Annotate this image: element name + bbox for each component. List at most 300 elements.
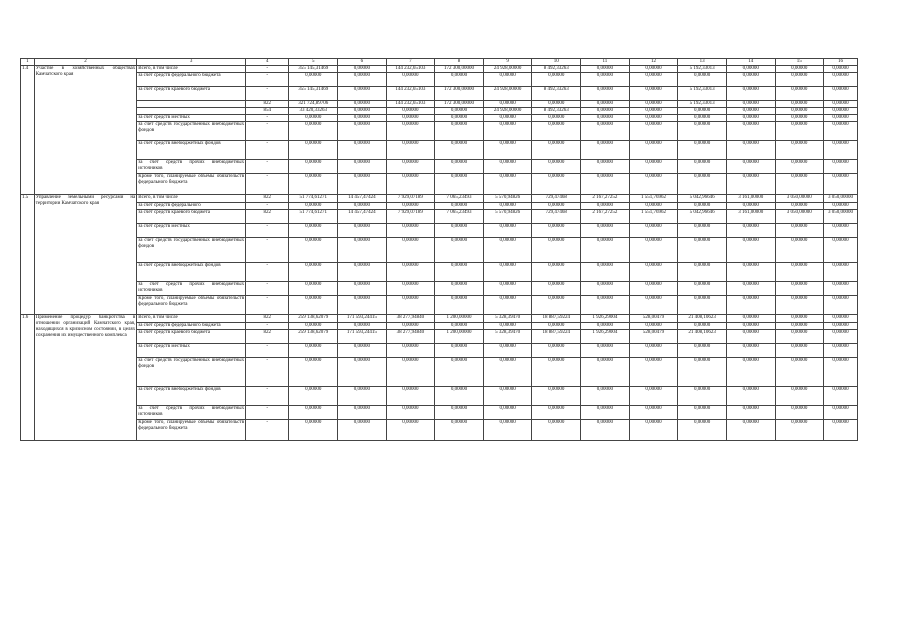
amount-cell: 0,00000	[629, 358, 678, 387]
amount-cell: 0,00000	[629, 296, 678, 315]
amount-cell: 1 551,76962	[629, 210, 678, 224]
amount-cell: 51 774,61271	[289, 210, 338, 224]
ministry-code-cell: -	[246, 323, 289, 330]
amount-cell: 0,00000	[726, 66, 775, 73]
amount-cell: 0,00000	[338, 87, 387, 101]
amount-cell: 0,00000	[726, 73, 775, 87]
amount-cell: 3 050,00000	[775, 195, 824, 203]
amount-cell: 0,00000	[775, 323, 824, 330]
amount-cell: 0,00000	[386, 387, 435, 406]
amount-cell: 0,00000	[775, 174, 824, 195]
amount-cell: 0,00000	[386, 296, 435, 315]
section-name: Управление земельными ресурсами на территории Камчатского края	[34, 195, 137, 315]
amount-cell: 0,00000	[338, 420, 387, 441]
amount-cell: 0,00000	[775, 282, 824, 296]
table-row	[21, 224, 858, 238]
amount-cell: 8 492,33263	[532, 108, 581, 115]
amount-cell: 0,00000	[824, 344, 858, 358]
amount-cell: 0,00000	[386, 73, 435, 87]
amount-cell: 0,00000	[775, 263, 824, 282]
amount-cell: 0,00000	[581, 323, 630, 330]
ministry-code-cell: -	[246, 263, 289, 282]
amount-cell: 0,00000	[435, 344, 484, 358]
ministry-code-cell: 822	[246, 195, 289, 203]
amount-cell: 0,00000	[581, 141, 630, 160]
table-row	[21, 406, 858, 420]
amount-cell: 0,00000	[775, 387, 824, 406]
amount-cell: 0,00000	[289, 387, 338, 406]
amount-cell: 0,00000	[726, 141, 775, 160]
amount-cell: 24 928,00000	[483, 66, 532, 73]
amount-cell: 0,00000	[532, 141, 581, 160]
amount-cell: 0,00000	[678, 174, 727, 195]
amount-cell: 0,00000	[581, 406, 630, 420]
amount-cell: 0,00000	[483, 420, 532, 441]
table-row	[21, 66, 858, 73]
amount-cell: 528,00479	[629, 330, 678, 344]
amount-cell: 0,00000	[289, 238, 338, 263]
amount-cell: 0,00000	[338, 296, 387, 315]
amount-cell: 0,00000	[532, 238, 581, 263]
amount-cell: 0,00000	[435, 406, 484, 420]
amount-cell: 0,00000	[483, 115, 532, 122]
ministry-code-cell: 822	[246, 210, 289, 224]
amount-cell: 0,00000	[338, 101, 387, 108]
amount-cell: 0,00000	[289, 296, 338, 315]
amount-cell: 5 192,33013	[678, 101, 727, 108]
amount-cell: 0,00000	[483, 203, 532, 210]
amount-cell: 0,00000	[824, 203, 858, 210]
amount-cell: 5 192,33013	[678, 66, 727, 73]
amount-cell: 0,00000	[824, 387, 858, 406]
amount-cell: 0,00000	[386, 282, 435, 296]
amount-cell: 0,00000	[824, 263, 858, 282]
amount-cell: 0,00000	[435, 174, 484, 195]
funding-source-label: за счет средств местных	[137, 344, 246, 358]
ministry-code-cell: 822	[246, 101, 289, 108]
amount-cell: 0,00000	[483, 122, 532, 141]
column-header: 12	[629, 59, 678, 66]
document-page	[20, 58, 858, 441]
amount-cell: 5 570,94826	[483, 210, 532, 224]
amount-cell: 259 138,62079	[289, 315, 338, 323]
table-row	[21, 210, 858, 224]
funding-source-label: за счет средств государственных внебюджетных фондов	[137, 122, 246, 141]
amount-cell: 0,00000	[483, 406, 532, 420]
funding-source-label: за счет средств прочих внебюджетных источников	[137, 282, 246, 296]
amount-cell: 0,00000	[435, 141, 484, 160]
amount-cell: 0,00000	[726, 315, 775, 323]
funding-source-label: Кроме того, планируемые объемы обязательств федерального бюджета	[137, 296, 246, 315]
amount-cell: 0,00000	[726, 224, 775, 238]
amount-cell: 0,00000	[775, 420, 824, 441]
amount-cell: 0,00000	[483, 174, 532, 195]
amount-cell: 0,00000	[678, 420, 727, 441]
amount-cell: 0,00000	[581, 344, 630, 358]
amount-cell: 0,00000	[581, 160, 630, 174]
amount-cell: 0,00000	[289, 358, 338, 387]
amount-cell: 0,00000	[629, 323, 678, 330]
amount-cell: 0,00000	[726, 174, 775, 195]
column-header: 6	[338, 59, 387, 66]
amount-cell: 0,00000	[678, 387, 727, 406]
amount-cell: 172 300,00000	[435, 101, 484, 108]
amount-cell: 18 887,59224	[532, 315, 581, 323]
amount-cell: 0,00000	[581, 174, 630, 195]
amount-cell: 0,00000	[435, 224, 484, 238]
ministry-code-cell: -	[246, 174, 289, 195]
amount-cell: 0,00000	[629, 263, 678, 282]
amount-cell: 8 492,33263	[532, 66, 581, 73]
amount-cell: 0,00000	[824, 420, 858, 441]
amount-cell: 0,00000	[338, 160, 387, 174]
amount-cell: 0,00000	[775, 115, 824, 122]
amount-cell: 0,00000	[386, 108, 435, 115]
amount-cell: 0,00000	[726, 160, 775, 174]
amount-cell: 0,00000	[581, 263, 630, 282]
funding-source-label: за счет средств внебюджетных фондов	[137, 141, 246, 160]
amount-cell: 0,00000	[629, 122, 678, 141]
amount-cell: 0,00000	[678, 115, 727, 122]
table-row	[21, 174, 858, 195]
amount-cell: 0,00000	[386, 224, 435, 238]
amount-cell: 0,00000	[726, 387, 775, 406]
amount-cell: 0,00000	[824, 122, 858, 141]
amount-cell: 0,00000	[629, 87, 678, 101]
amount-cell: 729,47468	[532, 210, 581, 224]
ministry-code-cell: -	[246, 141, 289, 160]
column-header: 5	[289, 59, 338, 66]
amount-cell: 171 593,24415	[338, 315, 387, 323]
amount-cell: 0,00000	[581, 122, 630, 141]
amount-cell: 0,00000	[532, 263, 581, 282]
amount-cell: 0,00000	[775, 224, 824, 238]
amount-cell: 38 277,94840	[386, 315, 435, 323]
ministry-code-cell: -	[246, 387, 289, 406]
ministry-code-cell: -	[246, 224, 289, 238]
amount-cell: 355 145,31469	[289, 87, 338, 101]
table-row	[21, 387, 858, 406]
amount-cell: 0,00000	[824, 358, 858, 387]
column-header: 15	[775, 59, 824, 66]
amount-cell: 0,00000	[824, 174, 858, 195]
amount-cell: 7 929,07189	[386, 195, 435, 203]
amount-cell: 0,00000	[338, 108, 387, 115]
amount-cell: 21 408,10623	[678, 315, 727, 323]
funding-source-label: Всего, в том числе	[137, 315, 246, 323]
amount-cell: 355 145,31469	[289, 66, 338, 73]
amount-cell: 0,00000	[289, 73, 338, 87]
amount-cell: 321 724,89706	[289, 101, 338, 108]
amount-cell: 1 200,00000	[435, 315, 484, 323]
ministry-code-cell: -	[246, 160, 289, 174]
funding-source-label	[137, 101, 246, 108]
table-row	[21, 315, 858, 323]
amount-cell: 0,00000	[726, 344, 775, 358]
amount-cell: 0,00000	[289, 323, 338, 330]
amount-cell: 0,00000	[824, 160, 858, 174]
amount-cell: 0,00000	[629, 160, 678, 174]
ministry-code-cell: -	[246, 73, 289, 87]
table-row	[21, 101, 858, 108]
column-header: 4	[246, 59, 289, 66]
amount-cell: 0,00000	[726, 122, 775, 141]
column-header: 11	[581, 59, 630, 66]
amount-cell: 0,00000	[629, 282, 678, 296]
amount-cell: 0,00000	[435, 108, 484, 115]
amount-cell: 0,00000	[532, 387, 581, 406]
amount-cell: 8 492,33263	[532, 87, 581, 101]
funding-source-label: за счет средств местных	[137, 224, 246, 238]
table-row	[21, 330, 858, 344]
amount-cell: 21 408,10623	[678, 330, 727, 344]
amount-cell: 172 300,00000	[435, 66, 484, 73]
amount-cell: 3 050,00000	[775, 210, 824, 224]
ministry-code-cell: -	[246, 282, 289, 296]
amount-cell: 0,00000	[775, 122, 824, 141]
amount-cell: 0,00000	[532, 73, 581, 87]
amount-cell: 0,00000	[824, 101, 858, 108]
amount-cell: 0,00000	[629, 344, 678, 358]
amount-cell: 0,00000	[289, 420, 338, 441]
amount-cell: 0,00000	[824, 296, 858, 315]
table-row	[21, 195, 858, 203]
amount-cell: 0,00000	[726, 203, 775, 210]
amount-cell: 0,00000	[338, 238, 387, 263]
table-row	[21, 160, 858, 174]
amount-cell: 0,00000	[824, 115, 858, 122]
amount-cell: 0,00000	[289, 160, 338, 174]
amount-cell: 0,00000	[581, 358, 630, 387]
column-header: 16	[824, 59, 858, 66]
amount-cell: 0,00000	[483, 224, 532, 238]
amount-cell: 0,00000	[678, 282, 727, 296]
amount-cell: 0,00000	[678, 203, 727, 210]
amount-cell: 0,00000	[483, 344, 532, 358]
amount-cell: 0,00000	[629, 238, 678, 263]
funding-source-label: за счет средств внебюджетных фондов	[137, 387, 246, 406]
amount-cell: 0,00000	[726, 420, 775, 441]
amount-cell: 172 300,00000	[435, 87, 484, 101]
amount-cell: 1 926,29004	[581, 315, 630, 323]
amount-cell: 0,00000	[435, 122, 484, 141]
amount-cell: 0,00000	[581, 296, 630, 315]
amount-cell: 0,00000	[775, 73, 824, 87]
amount-cell: 0,00000	[435, 282, 484, 296]
amount-cell: 7 065,23493	[435, 195, 484, 203]
amount-cell: 144 232,65103	[386, 101, 435, 108]
amount-cell: 0,00000	[386, 238, 435, 263]
amount-cell: 0,00000	[532, 203, 581, 210]
amount-cell: 0,00000	[338, 263, 387, 282]
column-header: 1	[21, 59, 35, 66]
amount-cell: 0,00000	[386, 122, 435, 141]
amount-cell: 0,00000	[581, 108, 630, 115]
amount-cell: 0,00000	[775, 141, 824, 160]
amount-cell: 0,00000	[824, 224, 858, 238]
amount-cell: 14 457,47424	[338, 195, 387, 203]
column-header: 3	[137, 59, 246, 66]
amount-cell: 0,00000	[678, 263, 727, 282]
table-row	[21, 203, 858, 210]
amount-cell: 0,00000	[629, 66, 678, 73]
amount-cell: 0,00000	[532, 115, 581, 122]
amount-cell: 0,00000	[629, 420, 678, 441]
table-row	[21, 73, 858, 87]
amount-cell: 0,00000	[824, 282, 858, 296]
amount-cell: 0,00000	[581, 101, 630, 108]
amount-cell: 5 042,96646	[678, 195, 727, 203]
amount-cell: 0,00000	[726, 296, 775, 315]
amount-cell: 0,00000	[678, 73, 727, 87]
section-number: 1.6	[21, 315, 35, 441]
amount-cell: 0,00000	[581, 420, 630, 441]
amount-cell: 0,00000	[678, 238, 727, 263]
ministry-code-cell: -	[246, 203, 289, 210]
amount-cell: 0,00000	[338, 141, 387, 160]
amount-cell: 0,00000	[629, 406, 678, 420]
amount-cell: 0,00000	[824, 315, 858, 323]
amount-cell: 0,00000	[289, 141, 338, 160]
amount-cell: 0,00000	[289, 224, 338, 238]
column-header: 13	[678, 59, 727, 66]
amount-cell: 0,00000	[678, 108, 727, 115]
table-row	[21, 122, 858, 141]
amount-cell: 33 420,33263	[289, 108, 338, 115]
amount-cell: 0,00000	[629, 387, 678, 406]
amount-cell: 0,00000	[775, 296, 824, 315]
amount-cell: 51 774,61271	[289, 195, 338, 203]
table-row	[21, 108, 858, 115]
funding-source-label: за счет средств местных	[137, 115, 246, 122]
amount-cell: 0,00000	[824, 323, 858, 330]
amount-cell: 1 926,29004	[581, 330, 630, 344]
ministry-code-cell: -	[246, 420, 289, 441]
amount-cell: 0,00000	[678, 323, 727, 330]
amount-cell: 0,00000	[338, 358, 387, 387]
amount-cell: 0,00000	[435, 296, 484, 315]
ministry-code-cell: -	[246, 122, 289, 141]
amount-cell: 0,00000	[775, 160, 824, 174]
amount-cell: 0,00000	[338, 323, 387, 330]
amount-cell: 18 887,59224	[532, 330, 581, 344]
amount-cell: 0,00000	[678, 160, 727, 174]
amount-cell: 0,00000	[678, 141, 727, 160]
amount-cell: 0,00000	[775, 358, 824, 387]
amount-cell: 0,00000	[678, 224, 727, 238]
ministry-code-cell: -	[246, 344, 289, 358]
amount-cell: 0,00000	[581, 238, 630, 263]
amount-cell: 0,00000	[483, 323, 532, 330]
amount-cell: 0,00000	[386, 141, 435, 160]
amount-cell: 0,00000	[824, 87, 858, 101]
amount-cell: 0,00000	[581, 282, 630, 296]
table-row	[21, 323, 858, 330]
amount-cell: 0,00000	[775, 344, 824, 358]
ministry-code-cell: -	[246, 66, 289, 73]
amount-cell: 0,00000	[775, 330, 824, 344]
amount-cell: 0,00000	[435, 238, 484, 263]
amount-cell: 144 232,65103	[386, 87, 435, 101]
amount-cell: 0,00000	[289, 344, 338, 358]
amount-cell: 0,00000	[338, 344, 387, 358]
funding-source-label: за счет средств краевого бюджета	[137, 330, 246, 344]
amount-cell: 7 065,23493	[435, 210, 484, 224]
amount-cell: 0,00000	[775, 315, 824, 323]
amount-cell: 259 138,62079	[289, 330, 338, 344]
amount-cell: 0,00000	[726, 263, 775, 282]
amount-cell: 0,00000	[483, 387, 532, 406]
amount-cell: 0,00000	[678, 296, 727, 315]
amount-cell: 0,00000	[386, 420, 435, 441]
ministry-code-cell: 822	[246, 330, 289, 344]
amount-cell: 0,00000	[581, 203, 630, 210]
table-row	[21, 87, 858, 101]
section-number: 1.4	[21, 66, 35, 195]
amount-cell: 729,47468	[532, 195, 581, 203]
funding-source-label: за счет средств внебюджетных фондов	[137, 263, 246, 282]
amount-cell: 0,00000	[532, 282, 581, 296]
amount-cell: 0,00000	[629, 101, 678, 108]
amount-cell: 0,00000	[824, 406, 858, 420]
amount-cell: 0,00000	[629, 174, 678, 195]
ministry-code-cell: 854	[246, 108, 289, 115]
amount-cell: 0,00000	[386, 160, 435, 174]
amount-cell: 0,00000	[435, 160, 484, 174]
amount-cell: 0,00000	[824, 238, 858, 263]
amount-cell: 0,00000	[483, 296, 532, 315]
section-number: 1.5	[21, 195, 35, 315]
table-body	[21, 66, 858, 441]
amount-cell: 0,00000	[824, 108, 858, 115]
amount-cell: 0,00000	[726, 238, 775, 263]
amount-cell: 0,00000	[581, 87, 630, 101]
table-row	[21, 238, 858, 263]
ministry-code-cell: -	[246, 406, 289, 420]
amount-cell: 0,00000	[629, 73, 678, 87]
funding-source-label: за счет средств федерального бюджета	[137, 323, 246, 330]
table-row	[21, 358, 858, 387]
amount-cell: 0,00000	[726, 358, 775, 387]
amount-cell: 0,00000	[289, 115, 338, 122]
table-row	[21, 115, 858, 122]
funding-source-label: за счет средств краевого бюджета	[137, 210, 246, 224]
amount-cell: 0,00000	[726, 323, 775, 330]
amount-cell: 0,00000	[338, 203, 387, 210]
amount-cell: 0,00000	[483, 141, 532, 160]
amount-cell: 0,00000	[338, 174, 387, 195]
amount-cell: 0,00000	[532, 296, 581, 315]
amount-cell: 0,00000	[532, 344, 581, 358]
amount-cell: 0,00000	[386, 323, 435, 330]
amount-cell: 0,00000	[435, 420, 484, 441]
amount-cell: 0,00000	[338, 122, 387, 141]
amount-cell: 0,00000	[532, 160, 581, 174]
amount-cell: 528,00479	[629, 315, 678, 323]
funding-source-label: Всего, в том числе	[137, 195, 246, 203]
amount-cell: 0,00000	[726, 282, 775, 296]
amount-cell: 0,00000	[775, 108, 824, 115]
amount-cell: 0,00000	[726, 330, 775, 344]
funding-source-label: за счет средств государственных внебюджетных фондов	[137, 358, 246, 387]
amount-cell: 0,00000	[386, 358, 435, 387]
amount-cell: 0,00000	[483, 160, 532, 174]
amount-cell: 0,00000	[678, 358, 727, 387]
amount-cell: 144 232,65103	[386, 66, 435, 73]
amount-cell: 0,00000	[338, 406, 387, 420]
amount-cell: 14 457,47424	[338, 210, 387, 224]
amount-cell: 0,00000	[386, 263, 435, 282]
